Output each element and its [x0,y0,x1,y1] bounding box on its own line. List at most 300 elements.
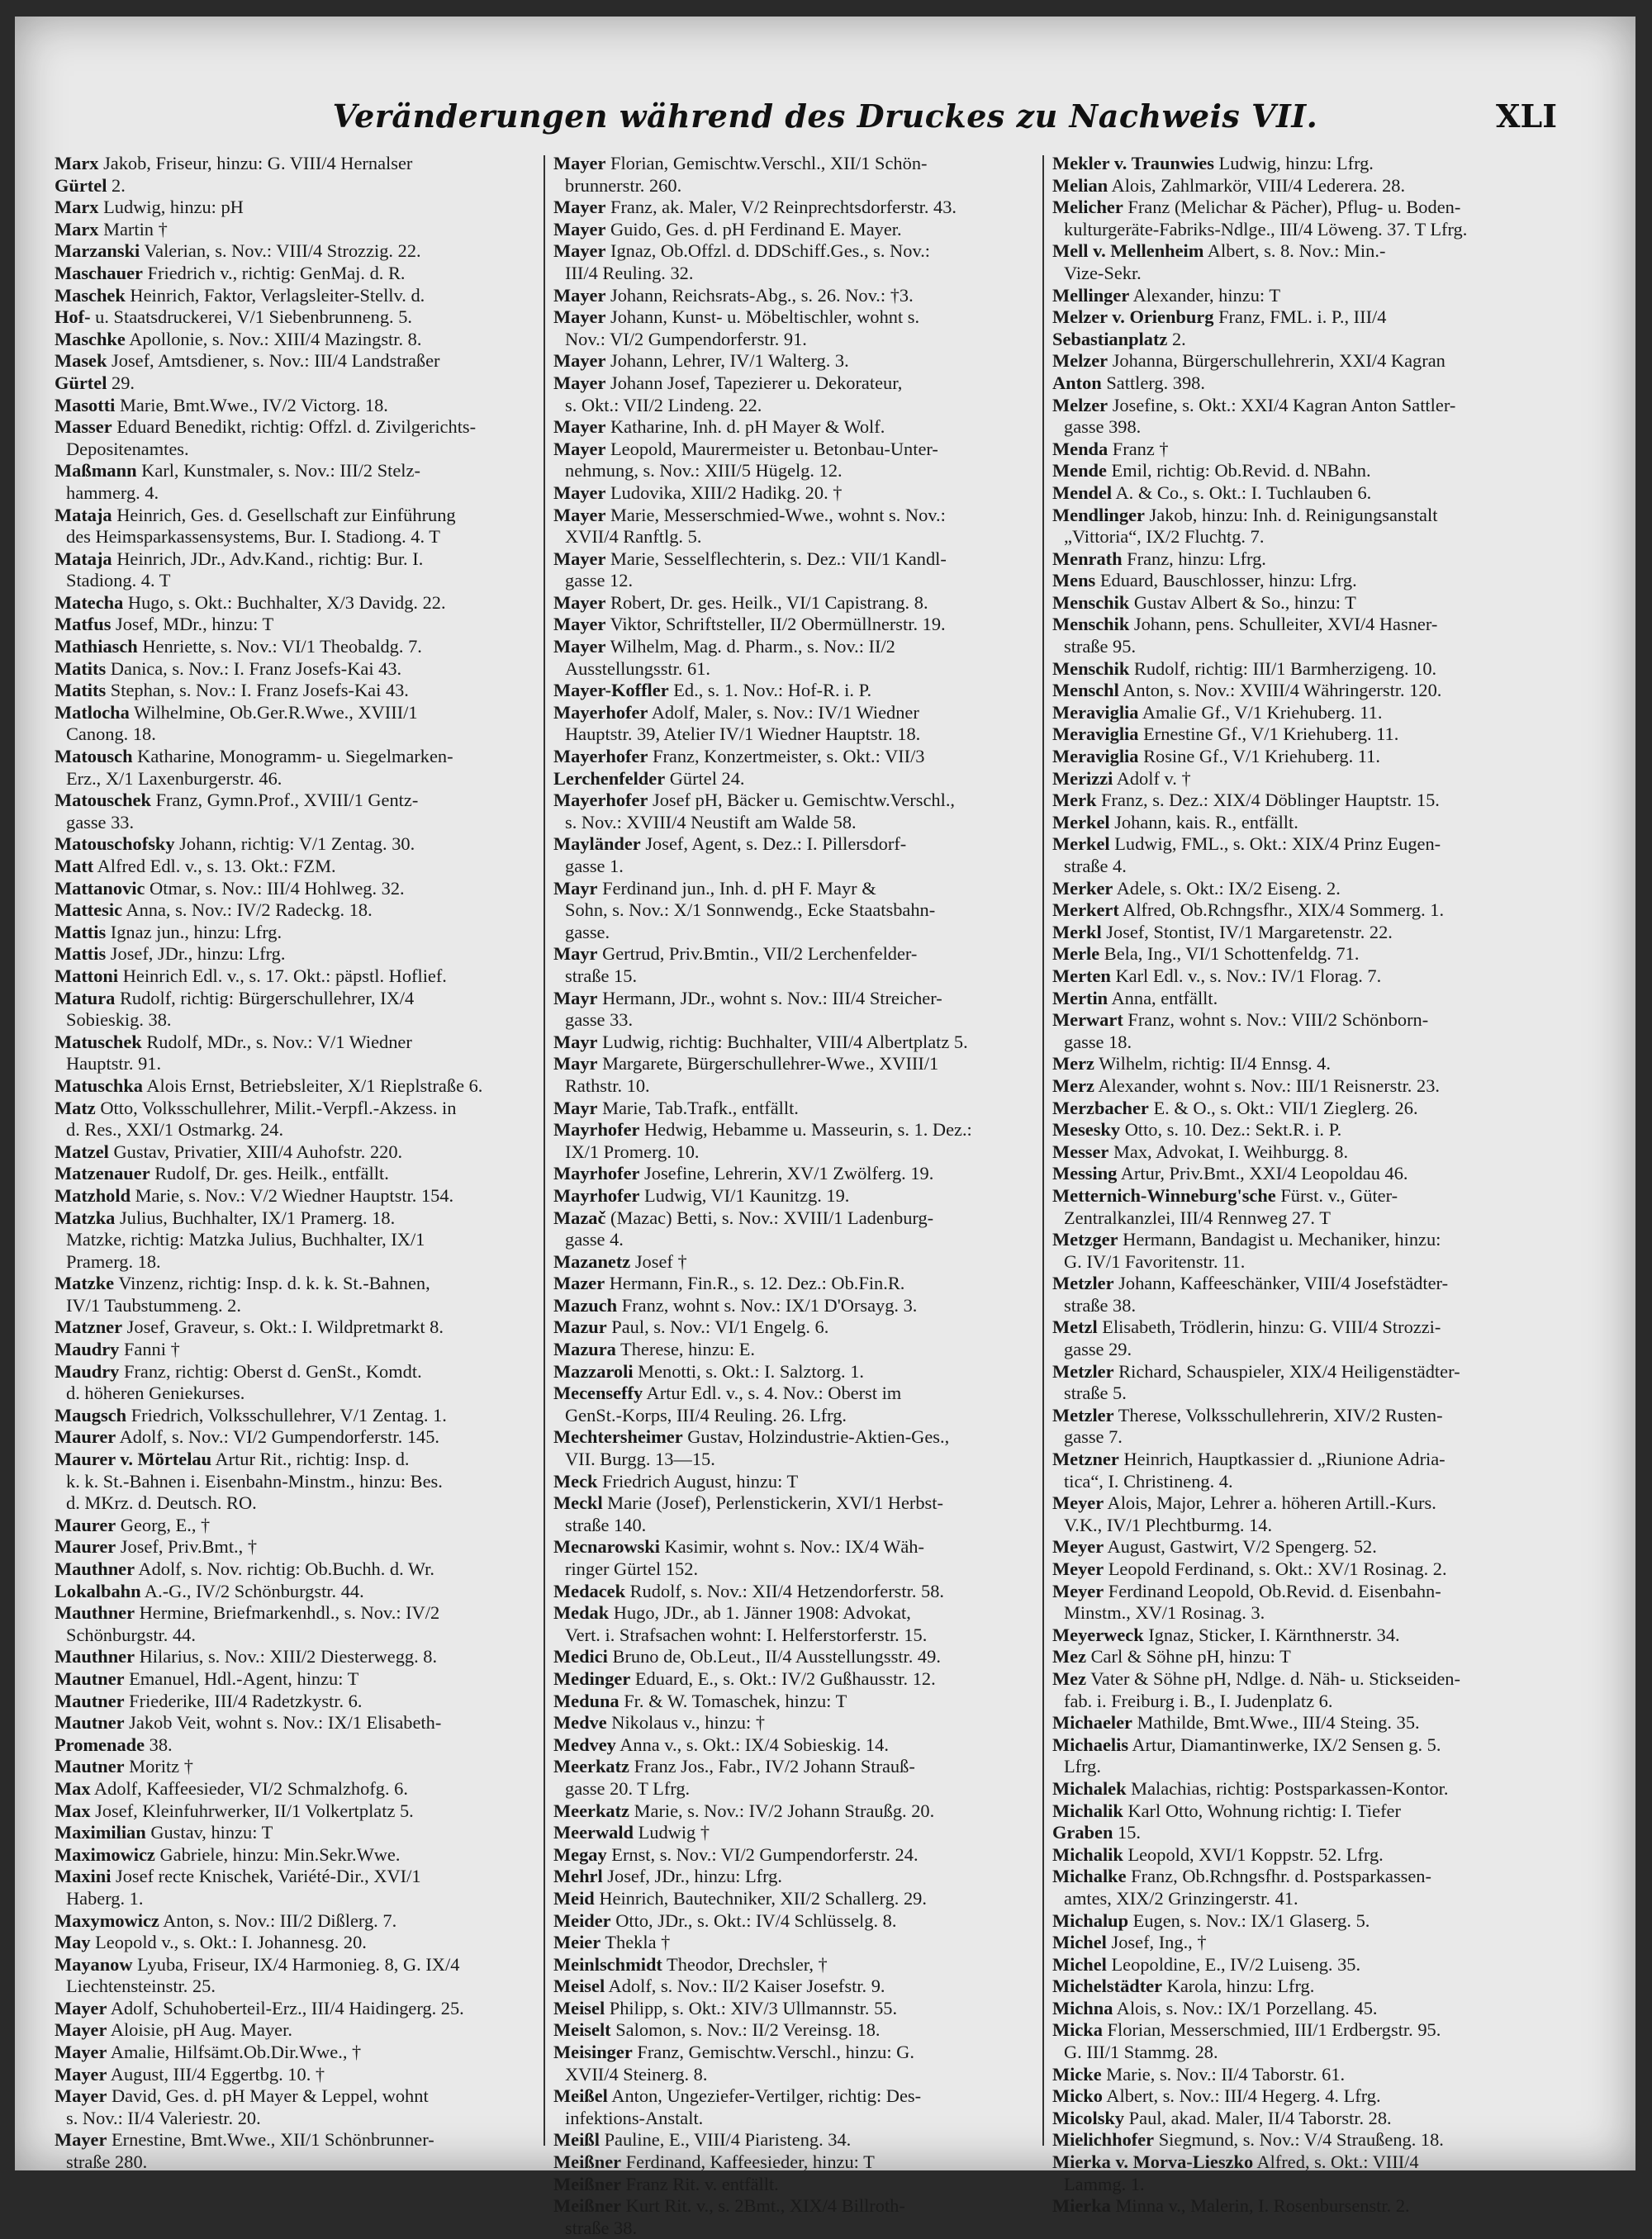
entry-surname: Menschl [1052,680,1119,701]
directory-line: Metzner Heinrich, Hauptkassier d. „Riunione Adria- [1052,1449,1446,1470]
directory-line: G. IV/1 Favoritenstr. 11. [1064,1250,1246,1272]
directory-line: straße 38. [565,2217,638,2238]
directory-line: Matits Stephan, s. Nov.: I. Franz Josefs-Kai 43. [55,680,409,701]
directory-line: Medak Hugo, JDr., ab 1. Jänner 1908: Advokat, [553,1602,911,1624]
directory-line: Meißel Anton, Ungeziefer-Vertilger, richtig: Des- [553,2085,922,2107]
directory-line: Marx Martin † [55,218,168,240]
directory-line: Mayrhofer Josefine, Lehrerin, XV/1 Zwölferg. 19. [553,1163,934,1184]
directory-line: Meerkatz Franz Jos., Fabr., IV/2 Johann Strauß- [553,1756,915,1777]
entry-surname: Merle [1052,943,1100,965]
directory-line: Merizzi Adolf v. † [1052,767,1191,789]
directory-line: s. Nov.: II/4 Valeriestr. 20. [66,2107,261,2128]
directory-line: Meiselt Salomon, s. Nov.: II/2 Vereinsg. 18. [553,2019,881,2041]
directory-line: Medvey Anna v., s. Okt.: IX/4 Sobieskig. 14. [553,1734,889,1755]
directory-line: gasse 12. [565,570,634,591]
directory-line: Meisinger Franz, Gemischtw.Verschl., hinzu: G. [553,2042,914,2063]
directory-line: Rathstr. 10. [565,1074,650,1096]
entry-surname: Mayr [553,877,598,899]
directory-line: Meißner Ferdinand, Kaffeesieder, hinzu: T [553,2151,875,2173]
directory-line: gasse 33. [66,811,135,833]
directory-line: Merk Franz, s. Dez.: XIX/4 Döblinger Hauptstr. 15. [1052,790,1440,811]
directory-line: gasse 4. [565,1229,624,1250]
entry-surname: Menschik [1052,657,1130,679]
entry-surname: Meisel [553,1997,605,2018]
directory-line: Micke Marie, s. Nov.: II/4 Taborstr. 61. [1052,2063,1346,2085]
directory-line: Meier Thekla † [553,1932,671,1953]
directory-line: Maschauer Friedrich v., richtig: GenMaj. d. R. [55,262,406,283]
entry-surname: Merzbacher [1052,1097,1149,1118]
entry-surname: Michaeler [1052,1712,1132,1734]
entry-surname: Michalek [1052,1777,1127,1799]
entry-surname: Mayer [55,2042,107,2063]
directory-line: Mauthner Hilarius, s. Nov.: XIII/2 Diesterwegg. 8. [55,1646,438,1667]
entry-surname: Michelstädter [1052,1976,1163,1997]
directory-line: gasse 7. [1064,1426,1123,1448]
directory-line: Meerwald Ludwig † [553,1822,710,1843]
entry-surname: Masser [55,416,112,438]
entry-surname: Mattesic [55,899,123,921]
directory-line: gasse 398. [1064,416,1142,438]
directory-line: XVII/4 Steinerg. 8. [565,2063,708,2085]
directory-line: Medve Nikolaus v., hinzu: † [553,1712,766,1734]
entry-surname: Mattoni [55,965,119,986]
entry-surname: Michalik [1052,1843,1123,1865]
directory-line: Michaelis Artur, Diamantinwerke, IX/2 Sensen g. 5. [1052,1734,1441,1755]
entry-surname: Mayerhofer [553,746,648,767]
entry-surname: Mattis [55,921,107,942]
entry-surname: Meyer [1052,1580,1104,1601]
directory-line: Micka Florian, Messerschmied, III/1 Erdbergstr. 95. [1052,2019,1441,2041]
directory-line: Messer Max, Advokat, I. Weihburgg. 8. [1052,1141,1349,1162]
directory-line: Matura Rudolf, richtig: Bürgerschullehrer, IX/4 [55,987,415,1008]
directory-line: Meduna Fr. & W. Tomaschek, hinzu: T [553,1690,847,1711]
directory-line: Matzhold Marie, s. Nov.: V/2 Wiedner Hauptstr. 154. [55,1184,454,1206]
entry-surname: Merker [1052,877,1113,899]
directory-line: Melzer Josefine, s. Okt.: XXI/4 Kagran Anton Sattler- [1052,394,1456,415]
directory-line: Menschl Anton, s. Nov.: XVIII/4 Währingerstr. 120. [1052,680,1442,701]
entry-surname: Maudry [55,1339,120,1360]
directory-line: fab. i. Freiburg i. B., I. Judenplatz 6. [1064,1690,1333,1711]
directory-line: Meyerweck Ignaz, Sticker, I. Kärnthnerstr. 34. [1052,1624,1400,1645]
entry-surname: Michel [1052,1953,1107,1975]
entry-surname: Meraviglia [1052,723,1139,745]
directory-line: Meyer Alois, Major, Lehrer a. höheren Artill.-Kurs. [1052,1492,1436,1514]
entry-surname: Metzger [1052,1229,1118,1250]
entry-surname: Medak [553,1602,610,1624]
directory-line: Meraviglia Rosine Gf., V/1 Kriehuberg. 11. [1052,746,1380,767]
entry-surname: Meiselt [553,2019,611,2041]
entry-surname: Meduna [553,1690,620,1711]
entry-surname: Melicher [1052,197,1123,218]
entry-surname: Metzner [1052,1449,1119,1470]
directory-line: Ausstellungsstr. 61. [565,657,711,679]
directory-line: Mazač (Mazac) Betti, s. Nov.: XVIII/1 Ladenburg- [553,1207,934,1228]
entry-surname: Maxymowicz [55,1909,159,1931]
directory-line: Metzler Johann, Kaffeeschänker, VIII/4 Josefstädter- [1052,1273,1449,1294]
directory-line: Medici Bruno de, Ob.Leut., II/4 Ausstellungsstr. 49. [553,1646,941,1667]
entry-surname: Meyer [1052,1558,1104,1579]
directory-line: s. Nov.: XVIII/4 Neustift am Walde 58. [565,811,857,833]
entry-surname: Mayer [553,614,606,635]
directory-line: Mayer Johann Josef, Tapezierer u. Dekorateur, [553,372,903,393]
directory-line: Maurer v. Mörtelau Artur Rit., richtig: Insp. d. [55,1449,410,1470]
column-divider [544,155,545,2146]
entry-surname: Mens [1052,570,1096,591]
directory-line: Hauptstr. 91. [66,1053,162,1074]
entry-surname: Masotti [55,394,116,415]
directory-line: Hauptstr. 39, Atelier IV/1 Wiedner Hauptstr. 18. [565,723,921,745]
entry-surname: Matuschka [55,1074,143,1096]
directory-line: Meerkatz Marie, s. Nov.: IV/2 Johann Straußg. 20. [553,1800,935,1821]
entry-surname: Mayer [553,438,606,459]
directory-line: Megay Ernst, s. Nov.: VI/2 Gumpendorferstr. 24. [553,1843,919,1865]
directory-line: Mez Carl & Söhne pH, hinzu: T [1052,1646,1291,1667]
entry-surname: Michna [1052,1997,1113,2018]
entry-surname: Meckl [553,1492,603,1514]
entry-surname: Graben [1052,1822,1113,1843]
entry-surname: Meerkatz [553,1756,629,1777]
directory-line: des Heimsparkassensystems, Bur. I. Stadiong. 4. T [66,526,440,548]
directory-line: Mellinger Alexander, hinzu: T [1052,284,1281,306]
directory-line: Matzel Gustav, Privatier, XIII/4 Auhofstr. 220. [55,1141,403,1162]
directory-line: „Vittoria“, IX/2 Fluchtg. 7. [1064,526,1265,548]
directory-line: Mayer Leopold, Maurermeister u. Betonbau-Unter- [553,438,938,459]
entry-surname: Merz [1052,1053,1094,1074]
directory-line: Mayer Marie, Messerschmied-Wwe., wohnt s. Nov.: [553,504,946,525]
entry-surname: Mecnarowski [553,1536,660,1558]
directory-line: straße 280. [66,2151,148,2173]
entry-surname: Mayer [55,2085,107,2107]
directory-line: Merz Alexander, wohnt s. Nov.: III/1 Reisnerstr. 23. [1052,1074,1440,1096]
directory-line: Matousch Katharine, Monogramm- u. Siegelmarken- [55,746,453,767]
directory-line: Menrath Franz, hinzu: Lfrg. [1052,548,1266,569]
directory-line: Michalke Franz, Ob.Rchngsfhr. d. Postsparkassen- [1052,1866,1431,1887]
entry-surname: Lerchenfelder [553,767,666,789]
entry-surname: Maurer v. Mörtelau [55,1449,212,1470]
directory-line: Stadiong. 4. T [66,570,171,591]
directory-line: Marzanski Valerian, s. Nov.: VIII/4 Strozzig. 22. [55,240,421,262]
entry-surname: Mende [1052,460,1107,481]
entry-surname: Mayer [55,2129,107,2151]
directory-line: Mayer Wilhelm, Mag. d. Pharm., s. Nov.: II/2 [553,636,895,657]
directory-line: Mesesky Otto, s. 10. Dez.: Sekt.R. i. P. [1052,1119,1342,1141]
entry-surname: Gürtel [55,174,107,196]
entry-surname: Anton [1052,372,1102,393]
directory-line: Mayr Hermann, JDr., wohnt s. Nov.: III/4 Streicher- [553,987,942,1008]
directory-line: Mattesic Anna, s. Nov.: IV/2 Radeckg. 18. [55,899,373,921]
entry-surname: Maxini [55,1866,112,1887]
entry-surname: Melzer [1052,394,1108,415]
entry-surname: Michalik [1052,1800,1123,1821]
directory-line: Mecnarowski Kasimir, wohnt s. Nov.: IX/4 Wäh- [553,1536,924,1558]
entry-surname: Mayer [553,218,606,240]
directory-line: Mayr Ludwig, richtig: Buchhalter, VIII/4 Albertplatz 5. [553,1031,968,1052]
directory-line: Schönburgstr. 44. [66,1624,196,1645]
directory-line: Mazur Paul, s. Nov.: VI/1 Engelg. 6. [553,1316,829,1338]
entry-surname: Maurer [55,1426,116,1448]
entry-surname: Mautner [55,1690,125,1711]
entry-surname: Meider [553,1909,611,1931]
entry-surname: Metzler [1052,1273,1114,1294]
entry-surname: Mayrhofer [553,1184,640,1206]
directory-line: Michalik Leopold, XVI/1 Koppstr. 52. Lfrg. [1052,1843,1384,1865]
entry-surname: Mez [1052,1646,1087,1667]
entry-surname: Mazuch [553,1294,618,1316]
entry-surname: Meisel [553,1976,605,1997]
entry-surname: Mez [1052,1667,1087,1689]
directory-line: Pramerg. 18. [66,1250,161,1272]
directory-line: Matecha Hugo, s. Okt.: Buchhalter, X/3 Davidg. 22. [55,591,446,613]
entry-surname: Matfus [55,614,112,635]
entry-surname: Mauthner [55,1646,135,1667]
directory-line: Mayerhofer Josef pH, Bäcker u. Gemischtw.Verschl., [553,790,956,811]
directory-line: Michelstädter Karola, hinzu: Lfrg. [1052,1976,1315,1997]
directory-line: Mattis Ignaz jun., hinzu: Lfrg. [55,921,282,942]
directory-line: Zentralkanzlei, III/4 Rennweg 27. T [1064,1207,1331,1228]
directory-line: infektions-Anstalt. [565,2107,704,2128]
directory-line: straße 4. [1064,856,1127,876]
directory-line: Mauthner Hermine, Briefmarkenhdl., s. Nov.: IV/2 [55,1602,440,1624]
directory-line: Mayer August, III/4 Eggertbg. 10. † [55,2063,325,2085]
entry-surname: Mellinger [1052,284,1130,306]
directory-line: Mayländer Josef, Agent, s. Dez.: I. Pillersdorf- [553,833,907,855]
entry-surname: Maurer [55,1514,116,1535]
directory-line: Metzger Hermann, Bandagist u. Mechaniker, hinzu: [1052,1229,1441,1250]
directory-line: Mayer Guido, Ges. d. pH Ferdinand E. Mayer. [553,218,902,240]
directory-line: Erz., X/1 Laxenburgerstr. 46. [66,767,282,789]
directory-line: Mayr Margarete, Bürgerschullehrer-Wwe., XVIII/1 [553,1053,939,1074]
entry-surname: Mayer [553,416,606,438]
directory-line: d. höheren Geniekurses. [66,1383,245,1404]
directory-line: k. k. St.-Bahnen i. Eisenbahn-Minstm., hinzu: Bes. [66,1470,443,1492]
entry-surname: Mayer [55,2063,107,2085]
directory-line: Mayer Viktor, Schriftsteller, II/2 Obermüllnerstr. 19. [553,614,946,635]
directory-line: Mendel A. & Co., s. Okt.: I. Tuchlauben 6. [1052,481,1372,503]
entry-surname: Metzler [1052,1404,1114,1425]
entry-surname: Mazzaroli [553,1360,634,1382]
entry-surname: Mazura [553,1339,616,1360]
directory-line: Lokalbahn A.-G., IV/2 Schönburgstr. 44. [55,1580,364,1601]
entry-surname: Mayr [553,943,598,965]
entry-surname: Medvey [553,1734,616,1755]
directory-line: Gürtel 29. [55,372,135,393]
directory-line: Mayer Ignaz, Ob.Offzl. d. DDSchiff.Ges., s. Nov.: [553,240,931,262]
entry-surname: Meißl [553,2129,600,2151]
directory-line: Mell v. Mellenheim Albert, s. 8. Nov.: Min.- [1052,240,1386,262]
directory-line: Lfrg. [1064,1756,1101,1777]
column-divider [1042,155,1044,2146]
entry-surname: Marx [55,218,99,240]
directory-line: straße 140. [565,1514,647,1535]
entry-surname: Meid [553,1887,595,1909]
directory-line: Metzler Therese, Volksschullehrerin, XIV/2 Rusten- [1052,1404,1443,1425]
entry-surname: Metzl [1052,1316,1098,1338]
entry-surname: Max [55,1777,91,1799]
directory-line: Matlocha Wilhelmine, Ob.Ger.R.Wwe., XVIII/1 [55,701,418,723]
entry-surname: Mayer [55,1997,107,2018]
directory-line: Merkert Alfred, Ob.Rchngsfhr., XIX/4 Sommerg. 1. [1052,899,1445,921]
directory-line: Mayer Adolf, Schuhoberteil-Erz., III/4 Haidingerg. 25. [55,1997,464,2018]
entry-surname: Maudry [55,1360,120,1382]
directory-line: Merkel Ludwig, FML., s. Okt.: XIX/4 Prinz Eugen- [1052,833,1441,855]
entry-surname: Meisinger [553,2042,633,2063]
directory-line: Mazura Therese, hinzu: E. [553,1339,755,1360]
directory-line: straße 95. [1064,636,1137,657]
entry-surname: Mautner [55,1756,125,1777]
directory-line: Maxymowicz Anton, s. Nov.: III/2 Dißlerg. 7. [55,1909,397,1931]
entry-surname: Michel [1052,1932,1107,1953]
directory-line: Lammg. 1. [1064,2173,1145,2194]
directory-line: Meinlschmidt Theodor, Drechsler, † [553,1953,828,1975]
directory-line: IX/1 Promerg. 10. [565,1141,700,1162]
directory-line: Mautner Emanuel, Hdl.-Agent, hinzu: T [55,1667,359,1689]
directory-line: Merwart Franz, wohnt s. Nov.: VIII/2 Schönborn- [1052,1009,1429,1031]
directory-line: Mataja Heinrich, JDr., Adv.Kand., richtig: Bur. I. [55,548,424,569]
directory-line: May Leopold v., s. Okt.: I. Johannesg. 20. [55,1932,367,1953]
directory-line: Maurer Georg, E., † [55,1514,211,1535]
directory-line: Merzbacher E. & O., s. Okt.: VII/1 Zieglerg. 26. [1052,1097,1418,1118]
entry-surname: Meyer [1052,1492,1104,1514]
entry-surname: Marx [55,153,99,173]
entry-surname: Matuschek [55,1031,142,1052]
page-header [15,97,1635,147]
entry-surname: Matura [55,987,116,1008]
entry-surname: Mayer [553,153,606,173]
directory-line: Merten Karl Edl. v., s. Nov.: IV/1 Florag. 7. [1052,965,1382,986]
entry-surname: Melian [1052,174,1108,196]
directory-line: Mechtersheimer Gustav, Holzindustrie-Aktien-Ges., [553,1426,950,1448]
entry-surname: Hof- [55,306,91,328]
directory-line: Micolsky Paul, akad. Maler, II/4 Taborstr. 28. [1052,2107,1392,2128]
entry-surname: Matlocha [55,701,130,723]
directory-line: Marx Ludwig, hinzu: pH [55,197,244,218]
entry-surname: Meinlschmidt [553,1953,662,1975]
directory-line: Mazuch Franz, wohnt s. Nov.: IX/1 D'Orsayg. 3. [553,1294,918,1316]
directory-line: Mayer Johann, Lehrer, IV/1 Walterg. 3. [553,350,849,372]
directory-line: s. Okt.: VII/2 Lindeng. 22. [565,394,762,415]
entry-surname: Mielichhofer [1052,2129,1155,2151]
directory-line: Merz Wilhelm, richtig: II/4 Ennsg. 4. [1052,1053,1331,1074]
entry-surname: Mehrl [553,1866,603,1887]
entry-surname: Mayr [553,987,598,1008]
directory-line: G. III/1 Stammg. 28. [1064,2042,1218,2063]
entry-surname: Menrath [1052,548,1123,569]
entry-surname: Meraviglia [1052,701,1139,723]
directory-line: VII. Burgg. 13—15. [565,1449,715,1470]
directory-line: Mayer Ernestine, Bmt.Wwe., XII/1 Schönbrunner- [55,2129,434,2151]
directory-line: Mayer Ludovika, XIII/2 Hadikg. 20. † [553,481,843,503]
directory-line: tica“, I. Christineng. 4. [1064,1470,1233,1492]
entry-surname: Mayerhofer [553,701,648,723]
directory-line: Maurer Josef, Priv.Bmt., † [55,1536,258,1558]
entry-surname: Megay [553,1843,607,1865]
directory-line: Melicher Franz (Melichar & Pächer), Pflug- u. Boden- [1052,197,1461,218]
directory-line: Mautner Moritz † [55,1756,193,1777]
directory-line: Vize-Sekr. [1064,262,1142,283]
entry-surname: Mayer-Koffler [553,680,669,701]
directory-line: Maschek Heinrich, Faktor, Verlagsleiter-Stellv. d. [55,284,425,306]
entry-surname: Messer [1052,1141,1109,1162]
directory-line: Meraviglia Amalie Gf., V/1 Kriehuberg. 11. [1052,701,1383,723]
entry-surname: Mertin [1052,987,1108,1008]
directory-line: Masser Eduard Benedikt, richtig: Offzl. d. Zivilgerichts- [55,416,477,438]
entry-surname: Mierka [1052,2195,1111,2217]
directory-line: Mekler v. Traunwies Ludwig, hinzu: Lfrg. [1052,153,1374,173]
directory-line: Vert. i. Strafsachen wohnt: I. Helferstorferstr. 15. [565,1624,928,1645]
entry-surname: Merk [1052,790,1097,811]
directory-line: Max Adolf, Kaffeesieder, VI/2 Schmalzhofg. 6. [55,1777,408,1799]
directory-line: Gürtel 2. [55,174,126,196]
entry-surname: Mayer [553,372,606,393]
directory-line: Medacek Rudolf, s. Nov.: XII/4 Hetzendorferstr. 58. [553,1580,945,1601]
directory-line: Matzner Josef, Graveur, s. Okt.: I. Wildpretmarkt 8. [55,1316,444,1338]
directory-line: Michel Leopoldine, E., IV/2 Luiseng. 35. [1052,1953,1361,1975]
directory-line: Mierka Minna v., Malerin, I. Rosenbursenstr. 2. [1052,2195,1410,2217]
directory-line: Merkel Johann, kais. R., entfällt. [1052,811,1298,833]
entry-surname: Mattanovic [55,877,145,899]
directory-line: Mattis Josef, JDr., hinzu: Lfrg. [55,943,286,965]
entry-surname: Medici [553,1646,608,1667]
column-1 [55,153,538,2173]
entry-surname: Maugsch [55,1404,127,1425]
directory-line: nehmung, s. Nov.: XIII/5 Hügelg. 12. [565,460,843,481]
directory-line: gasse 1. [565,856,624,876]
entry-surname: Maßmann [55,460,137,481]
entry-surname: Marx [55,197,99,218]
directory-line: Michalik Karl Otto, Wohnung richtig: I. Tiefer [1052,1800,1401,1821]
entry-surname: Matzenauer [55,1163,150,1184]
directory-line: Hof- u. Staatsdruckerei, V/1 Siebenbrunneng. 5. [55,306,413,328]
directory-line: Mauthner Adolf, s. Nov. richtig: Ob.Buchh. d. Wr. [55,1558,434,1579]
directory-line: Mayr Ferdinand jun., Inh. d. pH F. Mayr & [553,877,876,899]
entry-surname: Menda [1052,438,1108,459]
entry-surname: Merizzi [1052,767,1113,789]
directory-line: d. Res., XXI/1 Ostmarkg. 24. [66,1119,284,1141]
entry-surname: Mayer [553,240,606,262]
entry-surname: Meißner [553,2195,622,2217]
entry-surname: Merkel [1052,833,1110,855]
directory-line: Mazer Hermann, Fin.R., s. 12. Dez.: Ob.Fin.R. [553,1273,905,1294]
entry-surname: Merkl [1052,921,1102,942]
entry-surname: Merwart [1052,1009,1123,1031]
directory-line: Mayerhofer Adolf, Maler, s. Nov.: IV/1 Wiedner [553,701,919,723]
page-title: Veränderungen während des Druckes zu Nachweis VII. [332,97,1318,135]
entry-surname: Maximilian [55,1822,146,1843]
directory-line: Meißner Kurt Rit. v., s. 2Bmt., XIX/4 Billroth- [553,2195,905,2217]
directory-line: Mautner Jakob Veit, wohnt s. Nov.: IX/1 Elisabeth- [55,1712,442,1734]
entry-surname: Maurer [55,1536,116,1558]
entry-surname: Matz [55,1097,96,1118]
entry-surname: Matzel [55,1141,109,1162]
entry-surname: Mendel [1052,481,1113,503]
directory-line: Metternich-Winneburg'sche Fürst. v., Güter- [1052,1184,1398,1206]
entry-surname: Mazer [553,1273,605,1294]
entry-surname: Matzka [55,1207,116,1228]
directory-line: Melzer Johanna, Bürgerschullehrerin, XXI/4 Kagran [1052,350,1446,372]
column-2 [553,153,1037,2238]
directory-line: Maurer Adolf, s. Nov.: VI/2 Gumpendorferstr. 145. [55,1426,440,1448]
entry-surname: Meyer [1052,1536,1104,1558]
directory-line: Graben 15. [1052,1822,1141,1843]
entry-surname: Max [55,1800,91,1821]
entry-surname: Mathiasch [55,636,138,657]
directory-line: Michna Alois, s. Nov.: IX/1 Porzellang. 45. [1052,1997,1378,2018]
directory-line: Maschke Apollonie, s. Nov.: XIII/4 Mazingstr. 8. [55,328,422,349]
entry-surname: Meerkatz [553,1800,629,1821]
directory-line: Matits Danica, s. Nov.: I. Franz Josefs-Kai 43. [55,657,402,679]
directory-line: Sohn, s. Nov.: X/1 Sonnwendg., Ecke Staatsbahn- [565,899,936,921]
directory-line: brunnerstr. 260. [565,174,682,196]
